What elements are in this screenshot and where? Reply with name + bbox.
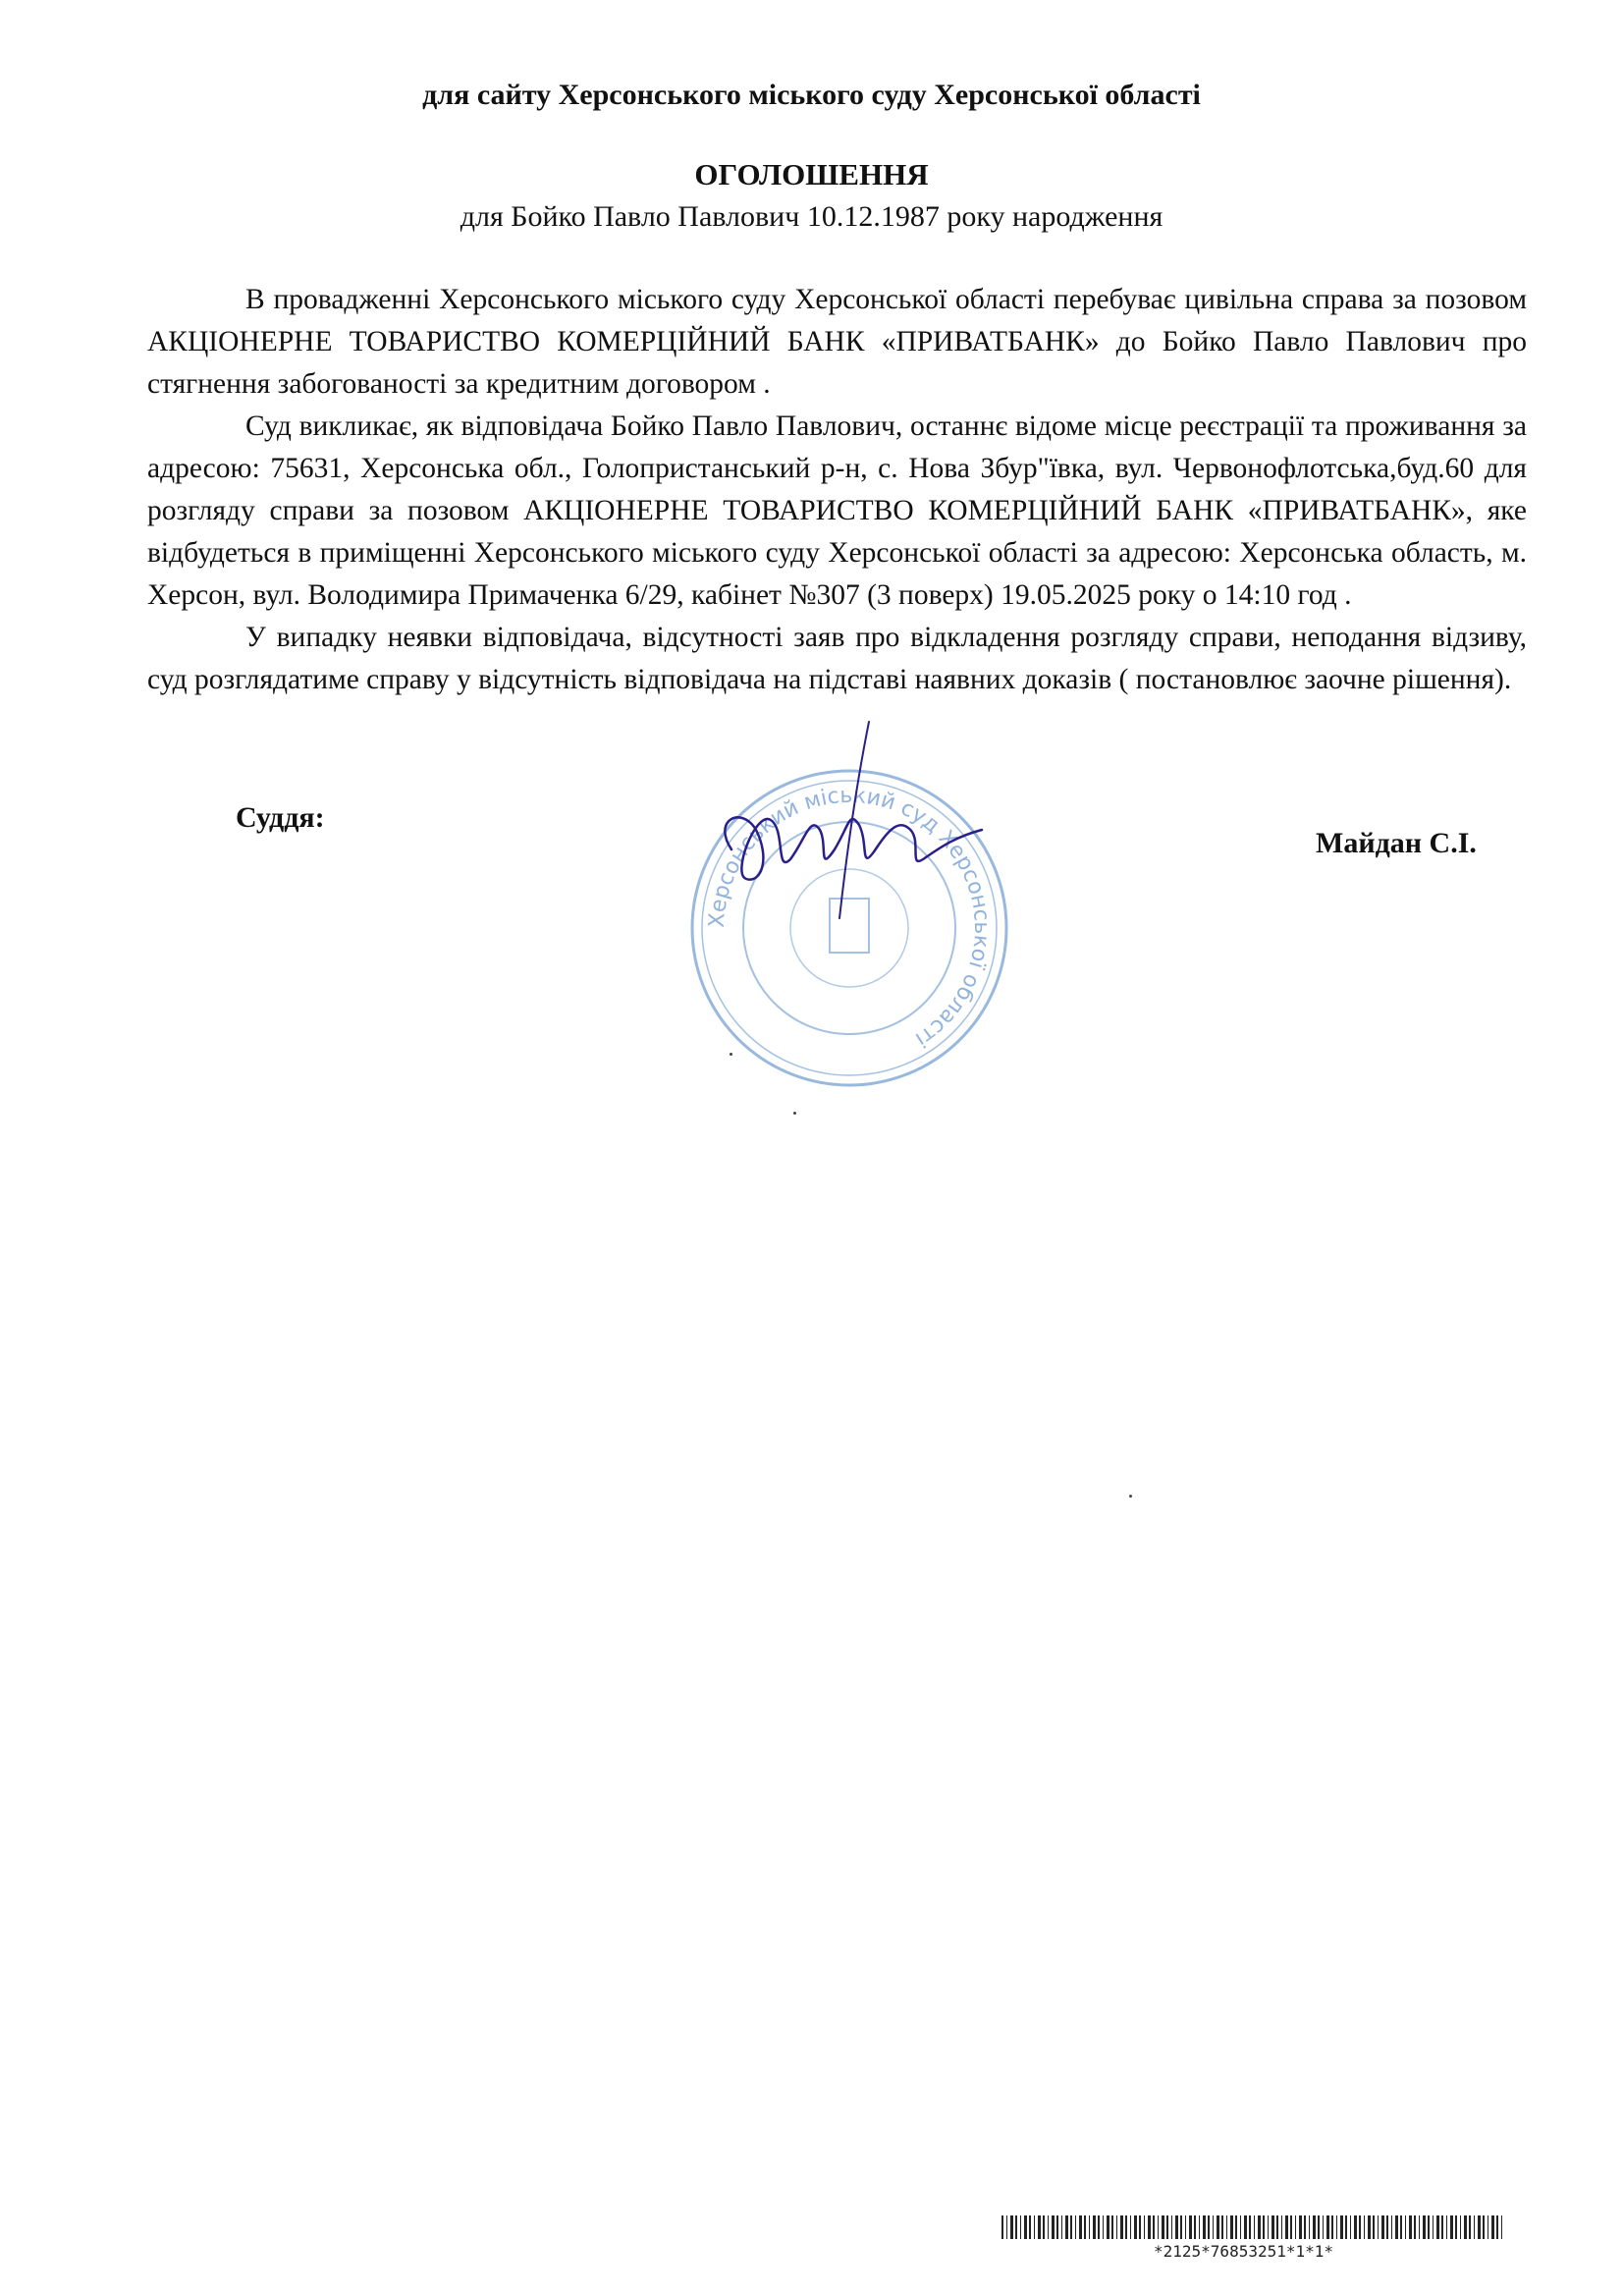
scan-speck: [1129, 1495, 1132, 1498]
judge-name: Майдан С.І.: [1316, 827, 1477, 859]
scan-speck: [730, 1053, 732, 1056]
stamp-text: Херсонський міський суд Херсонської області: [704, 783, 995, 1052]
judge-label: Суддя:: [236, 801, 325, 834]
paragraph-absence: У випадку неявки відповідача, відсутності заяв про відкладення розгляду справи, неподання відзиву, суд розглядатиме справу у відсутність відповідача на підставі наявних доказів ( постановлює заочне рішення).: [147, 622, 1527, 695]
judge-signature: [702, 712, 987, 938]
barcode-number: *2125*76853251*1*1*: [1154, 2242, 1334, 2261]
document-body: [147, 279, 1527, 701]
document-barcode: [1001, 2215, 1502, 2239]
paragraph-summons: Суд викликає, як відповідача Бойко Павло Павлович, останнє відоме місце реєстрації та проживання за адресою: 75631, Херсонська обл., Голопристанський р-н, с. Нова Збур"ївка, вул. Червонофлотська,буд.60 для розгляду справи за позовом АКЦІОНЕРНЕ ТОВАРИСТВО КОМЕРЦІЙНИЙ БАНК «ПРИВАТБАНК», яке відбудеться в приміщенні Херсонського міського суду Херсонської області за адресою: Херсонська область, м. Херсон, вул. Володимира Примаченка 6/29, кабінет №307 (3 поверх) 19.05.2025 року о 14:10 год .: [147, 410, 1527, 611]
document-subtitle: для Бойко Павло Павлович 10.12.1987 року народження: [460, 200, 1163, 233]
paragraph-case: В провадженні Херсонського міського суду Херсонської області перебуває цивільна справа за позовом АКЦІОНЕРНЕ ТОВАРИСТВО КОМЕРЦІЙНИЙ БАНК «ПРИВАТБАНК» до Бойко Павло Павлович про стягнення забогованості за кредитним договором .: [147, 284, 1527, 400]
site-header: для сайту Херсонського міського суду Херсонської області: [422, 79, 1201, 111]
document-title: ОГОЛОШЕННЯ: [694, 157, 929, 191]
scan-speck: [793, 1112, 796, 1115]
